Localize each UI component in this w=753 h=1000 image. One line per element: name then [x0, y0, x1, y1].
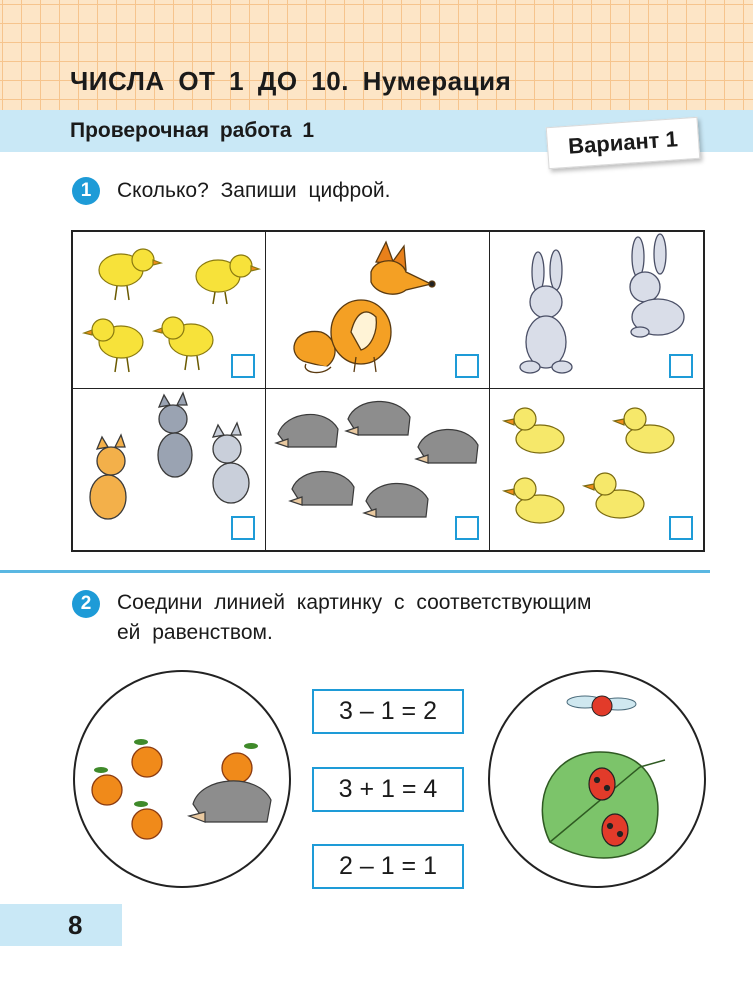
ladybugs-picture[interactable] [488, 670, 706, 888]
chick [154, 317, 213, 356]
cell-hedgehogs [266, 389, 490, 550]
answer-box[interactable] [231, 516, 255, 540]
flying-ladybug [567, 696, 636, 716]
kitten [213, 423, 249, 503]
hedgehog [416, 429, 478, 463]
kitten [158, 393, 192, 477]
equation-box-3[interactable]: 2 – 1 = 1 [312, 844, 464, 889]
answer-box[interactable] [455, 354, 479, 378]
hedgehog [276, 414, 338, 447]
counting-picture-grid [71, 230, 705, 552]
answer-box[interactable] [669, 516, 693, 540]
chick [84, 319, 143, 358]
ladybugs-illustration [490, 672, 708, 890]
work-title: Проверочная работа 1 [70, 119, 315, 142]
apples-hedgehog-picture[interactable] [73, 670, 291, 888]
cell-rabbits [490, 232, 703, 389]
answer-box[interactable] [231, 354, 255, 378]
equation-box-2[interactable]: 3 + 1 = 4 [312, 767, 464, 812]
duckling [504, 408, 564, 453]
answer-box[interactable] [669, 354, 693, 378]
kitten [90, 435, 126, 519]
apple [222, 753, 252, 783]
apple [92, 775, 122, 805]
page-number-tab [0, 904, 122, 946]
page-number: 8 [68, 910, 83, 940]
chick [196, 255, 259, 292]
chapter-title: ЧИСЛА ОТ 1 ДО 10. Нумерация [70, 66, 512, 96]
duckling [504, 478, 564, 523]
task-1-number: 1 [72, 177, 100, 205]
ladybug [589, 768, 615, 800]
cell-fox [266, 232, 490, 389]
duckling [614, 408, 674, 453]
variant-label: Вариант 1 [546, 117, 701, 170]
task-2-text-line1: Соедини линией картинку с соответствующим [117, 591, 592, 614]
cell-chicks [73, 232, 266, 389]
cell-ducklings [490, 389, 703, 550]
rabbit [630, 234, 684, 337]
duckling [584, 473, 644, 518]
hedgehog-with-apple [189, 781, 271, 822]
answer-box[interactable] [455, 516, 479, 540]
task-2-number: 2 [72, 590, 100, 618]
cell-kittens [73, 389, 266, 550]
section-divider [0, 570, 710, 573]
apple [132, 809, 162, 839]
equation-box-1[interactable]: 3 – 1 = 2 [312, 689, 464, 734]
apple [132, 747, 162, 777]
hedgehog [364, 483, 428, 517]
hedgehog [290, 471, 354, 505]
chick [99, 249, 161, 286]
rabbit [520, 250, 572, 373]
task-1-text: Сколько? Запиши цифрой. [117, 179, 391, 202]
hedgehog [346, 401, 410, 435]
apples-hedgehog-illustration [75, 672, 293, 890]
task-2-text-line2: ей равенством. [117, 621, 273, 644]
ladybug [602, 814, 628, 846]
